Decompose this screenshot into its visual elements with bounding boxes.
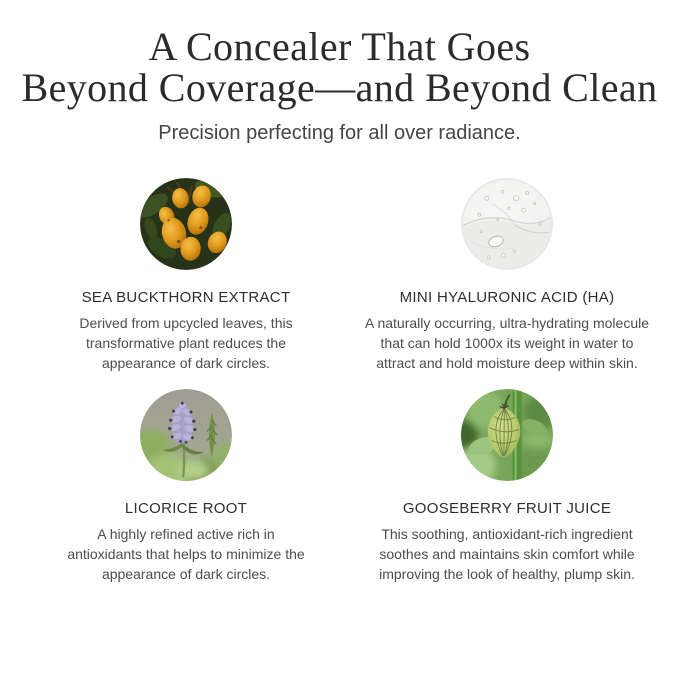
ingredient-card-hyaluronic-acid xyxy=(346,178,679,373)
ingredient-description: Derived from upcycled leaves, this transformative plant reduces the appearance of dark circles. xyxy=(79,315,293,372)
clear-gel-texture-photo xyxy=(461,178,553,270)
licorice-flower-photo xyxy=(140,389,232,481)
title-line-2: Beyond Coverage—and Beyond Clean xyxy=(21,65,658,111)
ingredient-card-licorice-root xyxy=(0,389,346,584)
ingredient-description: A naturally occurring, ultra-hydrating molecule that can hold 1000x its weight in water to attract and hold moisture deep within skin. xyxy=(364,315,650,372)
sea-buckthorn-berries-photo xyxy=(140,178,232,270)
page-subtitle: Precision perfecting for all over radiance. xyxy=(158,122,521,145)
ingredient-description: A highly refined active rich in antioxidants that helps to minimize the appearance of dark circles. xyxy=(67,526,305,583)
ingredient-name: SEA BUCKTHORN EXTRACT xyxy=(81,289,291,307)
title-line-1: A Concealer That Goes xyxy=(148,24,531,69)
ingredient-name: LICORICE ROOT xyxy=(124,500,248,518)
ingredient-description: This soothing, antioxidant-rich ingredient soothes and maintains skin comfort while improving the look of healthy, plump skin. xyxy=(379,526,635,583)
page-title xyxy=(0,24,679,111)
ingredient-name: GOOSEBERRY FRUIT JUICE xyxy=(402,500,612,518)
ingredient-grid xyxy=(0,178,679,584)
ingredient-name: MINI HYALURONIC ACID (HA) xyxy=(399,289,615,307)
gooseberry-lantern-photo xyxy=(461,389,553,481)
ingredient-card-gooseberry xyxy=(346,389,679,584)
ingredient-card-sea-buckthorn xyxy=(0,178,346,373)
